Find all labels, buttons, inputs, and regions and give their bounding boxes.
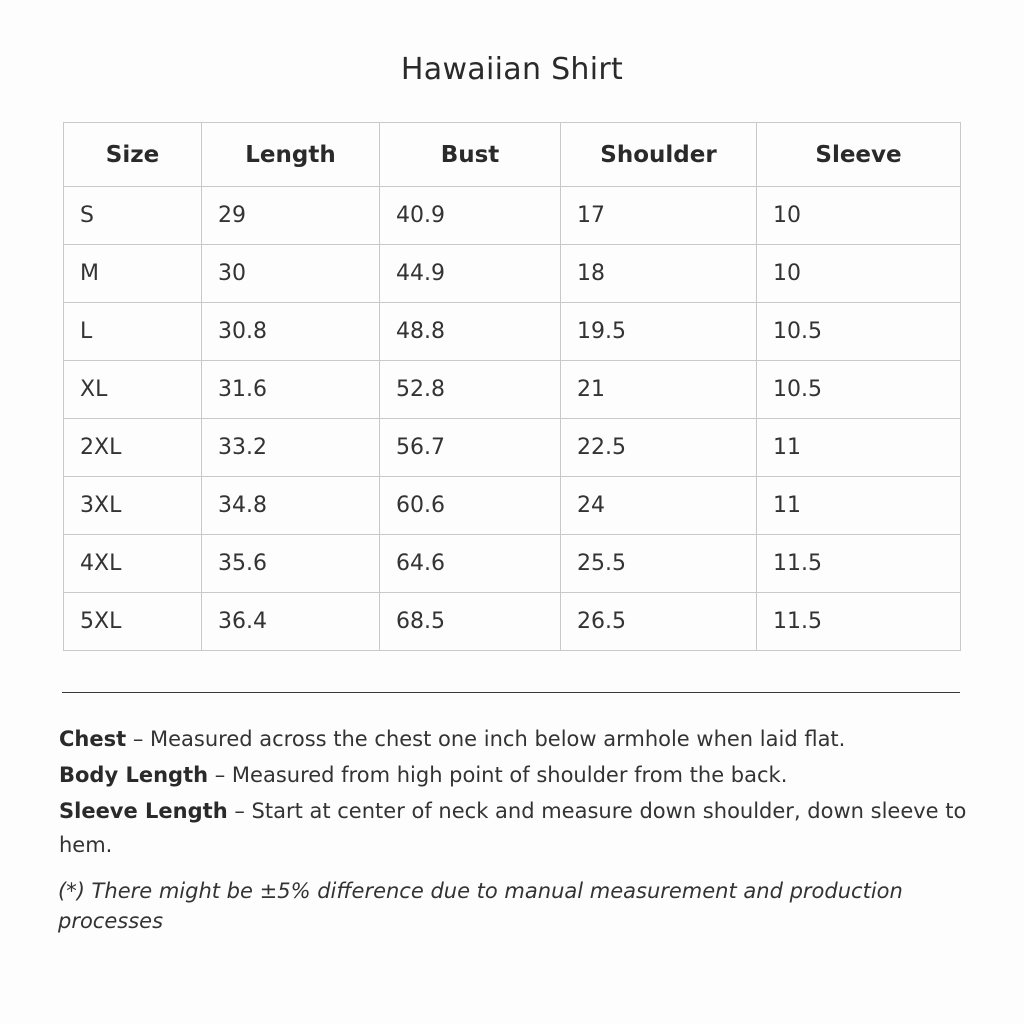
cell-size: 3XL — [64, 477, 202, 535]
header-bust: Bust — [380, 123, 561, 187]
header-length: Length — [202, 123, 380, 187]
table-row — [64, 245, 961, 303]
cell-size: M — [64, 245, 202, 303]
table-header-row — [64, 123, 961, 187]
cell-sleeve: 10 — [757, 245, 961, 303]
table-row — [64, 477, 961, 535]
section-divider — [62, 692, 960, 693]
cell-length: 29 — [202, 187, 380, 245]
cell-bust: 40.9 — [380, 187, 561, 245]
cell-bust: 56.7 — [380, 419, 561, 477]
table-row — [64, 303, 961, 361]
cell-length: 30.8 — [202, 303, 380, 361]
cell-size: 2XL — [64, 419, 202, 477]
note-term: Chest — [59, 727, 127, 751]
cell-length: 34.8 — [202, 477, 380, 535]
table-row — [64, 593, 961, 651]
note-chest — [59, 722, 979, 756]
cell-length: 36.4 — [202, 593, 380, 651]
cell-shoulder: 17 — [561, 187, 757, 245]
note-sleeve-length — [59, 794, 979, 862]
table-row — [64, 419, 961, 477]
note-description: – Start at center of neck and measure down shoulder, down sleeve to hem. — [59, 799, 967, 857]
cell-sleeve: 11 — [757, 419, 961, 477]
cell-bust: 64.6 — [380, 535, 561, 593]
table-row — [64, 361, 961, 419]
cell-size: L — [64, 303, 202, 361]
cell-length: 33.2 — [202, 419, 380, 477]
cell-size: 4XL — [64, 535, 202, 593]
cell-shoulder: 25.5 — [561, 535, 757, 593]
cell-sleeve: 11.5 — [757, 593, 961, 651]
note-description: – Measured across the chest one inch below armhole when laid flat. — [126, 727, 846, 751]
header-sleeve: Sleeve — [757, 123, 961, 187]
cell-length: 35.6 — [202, 535, 380, 593]
header-shoulder: Shoulder — [561, 123, 757, 187]
cell-sleeve: 10.5 — [757, 303, 961, 361]
table-row — [64, 187, 961, 245]
cell-shoulder: 24 — [561, 477, 757, 535]
cell-bust: 68.5 — [380, 593, 561, 651]
cell-shoulder: 19.5 — [561, 303, 757, 361]
cell-bust: 44.9 — [380, 245, 561, 303]
cell-shoulder: 26.5 — [561, 593, 757, 651]
cell-bust: 48.8 — [380, 303, 561, 361]
cell-sleeve: 10.5 — [757, 361, 961, 419]
header-size: Size — [64, 123, 202, 187]
cell-length: 31.6 — [202, 361, 380, 419]
cell-sleeve: 11.5 — [757, 535, 961, 593]
cell-bust: 52.8 — [380, 361, 561, 419]
note-description: – Measured from high point of shoulder from the back. — [208, 763, 788, 787]
disclaimer-text: (*) There might be ±5% difference due to manual measurement and production processes — [58, 879, 903, 933]
note-term: Body Length — [59, 763, 209, 787]
note-body-length — [59, 758, 979, 792]
cell-sleeve: 10 — [757, 187, 961, 245]
cell-size: 5XL — [64, 593, 202, 651]
cell-bust: 60.6 — [380, 477, 561, 535]
table-row — [64, 535, 961, 593]
cell-size: S — [64, 187, 202, 245]
page-title: Hawaiian Shirt — [400, 52, 624, 87]
cell-sleeve: 11 — [757, 477, 961, 535]
note-term: Sleeve Length — [59, 799, 228, 823]
cell-shoulder: 22.5 — [561, 419, 757, 477]
size-chart-table — [63, 122, 961, 651]
cell-length: 30 — [202, 245, 380, 303]
cell-shoulder: 18 — [561, 245, 757, 303]
cell-shoulder: 21 — [561, 361, 757, 419]
measurement-notes — [59, 722, 979, 864]
cell-size: XL — [64, 361, 202, 419]
